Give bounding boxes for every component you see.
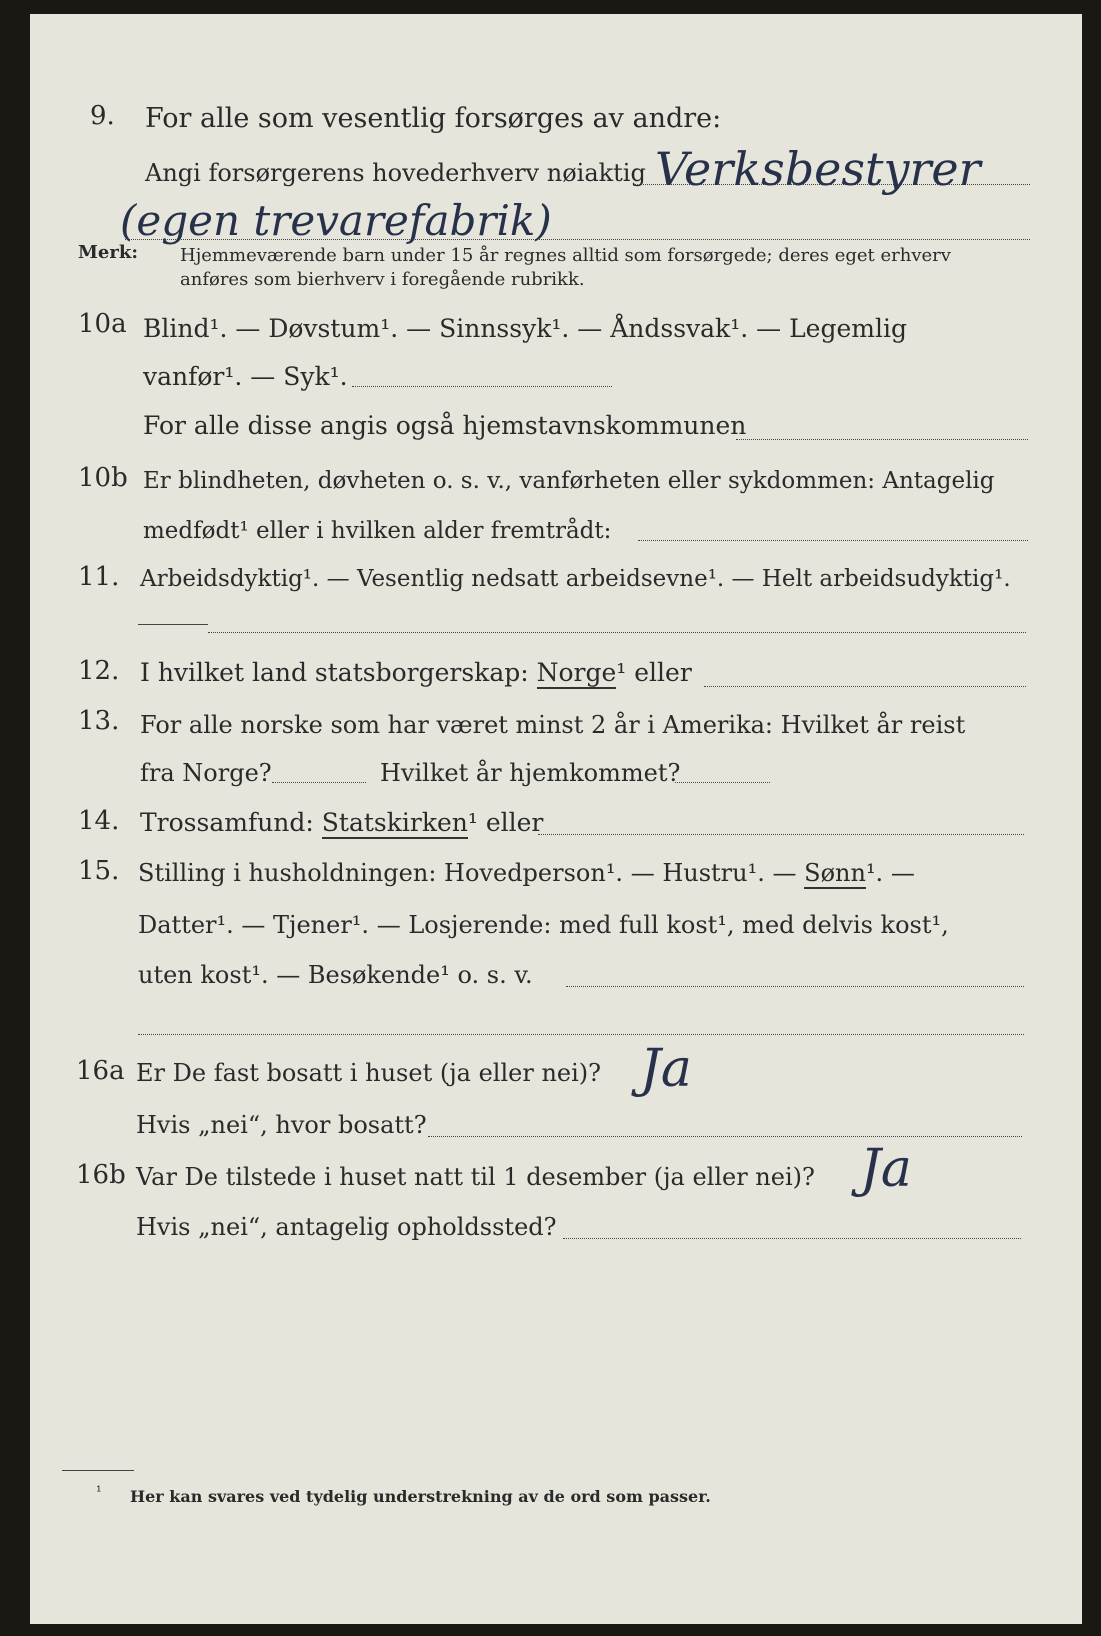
merk-line2: anføres som bierhverv i foregående rubrikk.	[180, 269, 585, 290]
q16a-line1: Er De fast bosatt i huset (ja eller nei)?	[136, 1059, 602, 1087]
footnote-mark: ¹	[96, 1484, 102, 1500]
q12-post: ¹ eller	[616, 658, 692, 687]
q15-answer-line	[566, 986, 1024, 987]
q15-underlined-choice: Sønn	[804, 859, 866, 887]
q11-answer-line	[208, 632, 1026, 633]
q16b-handwritten-answer: Ja	[860, 1139, 912, 1199]
q10a-answer-line	[352, 386, 612, 387]
q12-line	[140, 656, 692, 690]
q9-handwritten-occupation: Verksbestyrer	[655, 142, 981, 196]
merk-label: Merk:	[78, 242, 138, 263]
q9-handwritten-detail: (egen trevarefabrik)	[120, 196, 552, 245]
q16b-number: 16b	[76, 1160, 126, 1190]
q16a-answer-line	[428, 1136, 1022, 1137]
q10b-answer-line	[638, 540, 1028, 541]
q14-line	[140, 806, 543, 840]
q16b-line1: Var De tilstede i huset natt til 1 desember (ja eller nei)?	[136, 1163, 815, 1191]
q11-line1: Arbeidsdyktig¹. — Vesentlig nedsatt arbeidsevne¹. — Helt arbeidsudyktig¹.	[140, 566, 1011, 592]
q10a-line2: vanfør¹. — Syk¹.	[143, 362, 348, 391]
q16a-line2: Hvis „nei“, hvor bosatt?	[136, 1111, 427, 1139]
q16b-answer-line	[563, 1238, 1021, 1239]
merk-line1: Hjemmeværende barn under 15 år regnes alltid som forsørgede; deres eget erhverv	[180, 245, 951, 266]
q14-answer-line	[538, 834, 1024, 835]
q15-line2: Datter¹. — Tjener¹. — Losjerende: med full kost¹, med delvis kost¹,	[138, 911, 949, 939]
q15-answer-line-2	[138, 1034, 1024, 1035]
footnote-text: Her kan svares ved tydelig understrekning av de ord som passer.	[130, 1487, 711, 1506]
q9-line1: For alle som vesentlig forsørges av andre:	[145, 103, 722, 134]
q16a-number: 16a	[76, 1056, 125, 1086]
q10b-line1: Er blindheten, døvheten o. s. v., vanførheten eller sykdommen: Antagelig	[143, 468, 995, 494]
q16a-handwritten-answer: Ja	[640, 1039, 692, 1099]
q9-number: 9.	[90, 101, 115, 131]
q13-part-a: fra Norge?	[140, 759, 272, 787]
q9-line2: Angi forsørgerens hovederhverv nøiaktig	[145, 159, 646, 187]
q15-number: 15.	[78, 856, 120, 886]
q12-underlined-choice: Norge	[536, 658, 617, 687]
q10b-line2: medfødt¹ eller i hvilken alder fremtrådt:	[143, 518, 612, 544]
q15-line1-pre: Stilling i husholdningen: Hovedperson¹. — Hustru¹. —	[138, 859, 797, 887]
q12-number: 12.	[78, 656, 120, 686]
q10a-line3: For alle disse angis også hjemstavnskommunen	[143, 411, 747, 440]
q13-line1: For alle norske som har været minst 2 år i Amerika: Hvilket år reist	[140, 711, 966, 739]
q10a-number: 10a	[78, 309, 127, 339]
q14-underlined-choice: Statskirken	[321, 808, 468, 837]
q15-line1	[138, 856, 915, 890]
q14-pre: Trossamfund:	[140, 808, 314, 837]
q10a-answer-line-2	[736, 439, 1028, 440]
q13-part-b: Hvilket år hjemkommet?	[380, 759, 681, 787]
q10b-number: 10b	[78, 463, 128, 493]
q10a-line1: Blind¹. — Døvstum¹. — Sinnssyk¹. — Åndssvak¹. — Legemlig	[143, 314, 907, 343]
q13-number: 13.	[78, 706, 120, 736]
q11-number: 11.	[78, 562, 120, 592]
census-form-page	[30, 14, 1082, 1624]
q12-pre: I hvilket land statsborgerskap:	[140, 658, 529, 687]
q13-answer-line-b	[675, 782, 770, 783]
q14-number: 14.	[78, 806, 120, 836]
footnote-rule	[62, 1470, 134, 1471]
q15-line1-post: ¹. —	[865, 859, 915, 887]
q12-answer-line	[704, 686, 1026, 687]
q11-underline	[138, 624, 208, 625]
q15-line3: uten kost¹. — Besøkende¹ o. s. v.	[138, 961, 533, 989]
q14-post: ¹ eller	[467, 808, 544, 837]
q13-answer-line-a	[272, 782, 366, 783]
q16b-line2: Hvis „nei“, antagelig opholdssted?	[136, 1213, 557, 1241]
